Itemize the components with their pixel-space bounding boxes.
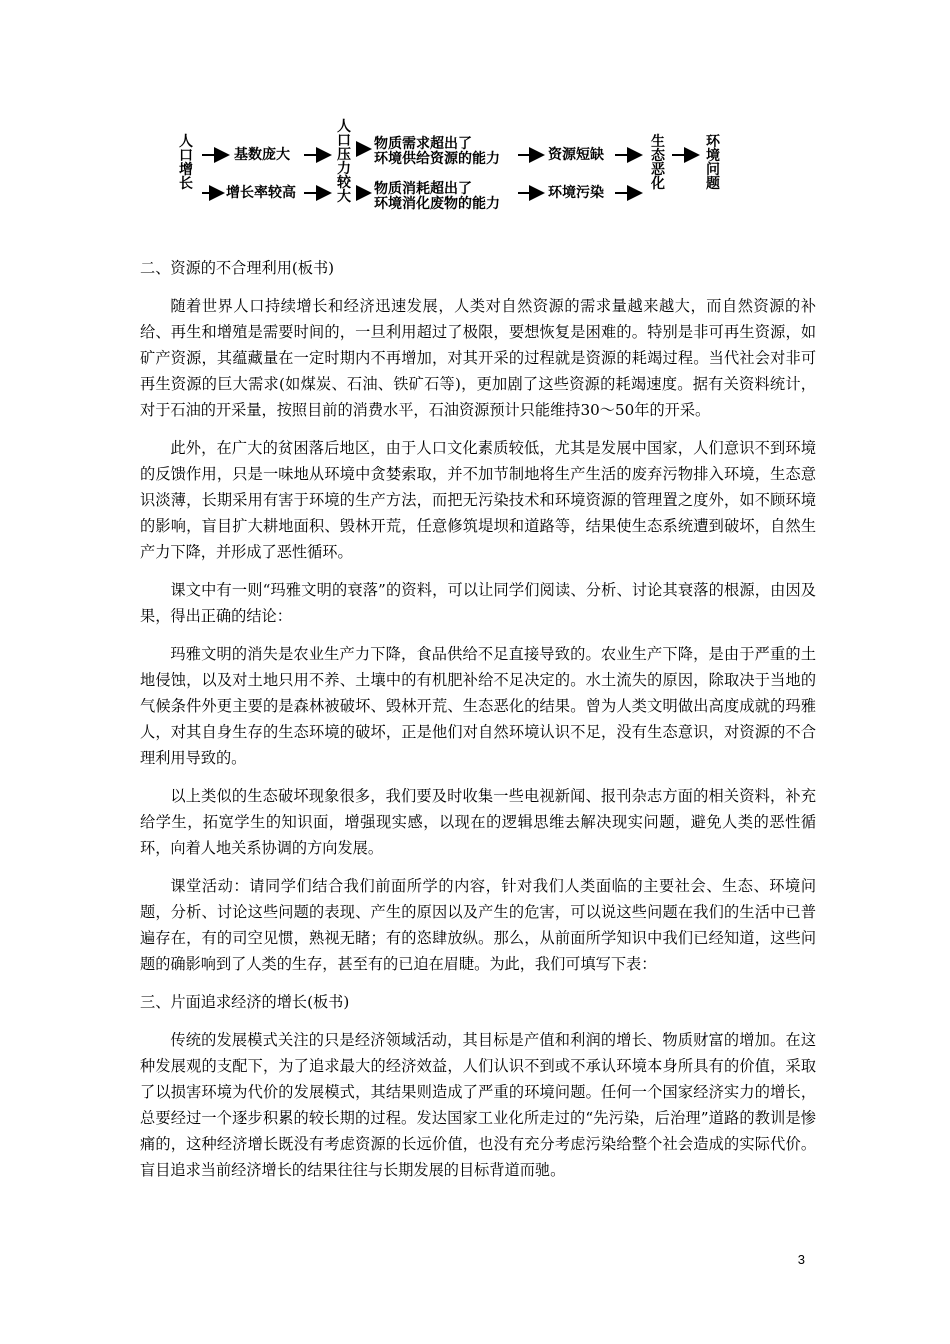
demand-line-2: 环境供给资源的能力 xyxy=(374,151,500,167)
paragraph: 玛雅文明的消失是农业生产力下降，食品供给不足直接导致的。农业生产下降，是由于严重的土地侵蚀，以及对土地只用不养、土壤中的有机肥补给不足决定的。水土流失的原因，除取决于当地的气候条件外更主要的是森林被破坏、毁林开荒、生态恶化的结果。曾为人类文明做出高度成就的玛雅人，对其自身生存的生态环境的破坏，正是他们对自然环境认识不足，没有生态意识，对资源的不合理利用导致的。 xyxy=(140,645,816,767)
document-body xyxy=(140,255,816,1195)
paragraph: 随着世界人口持续增长和经济迅速发展，人类对自然资源的需求量越来越大，而自然资源的补给、再生和增殖是需要时间的，一旦利用超过了极限，要想恢复是困难的。特别是非可再生资源，如矿产资源，其蕴藏量在一定时期内不再增加，对其开采的过程就是资源的耗竭过程。当代社会对非可再生资源的巨大需求(如煤炭、石油、铁矿石等)，更加剧了这些资源的耗竭速度。据有关资料统计，对于石油的开采量，按照目前的消费水平，石油资源预计只能维持30～50年的开采。 xyxy=(140,297,816,419)
paragraph: 传统的发展模式关注的只是经济领域活动，其目标是产值和利润的增长、物质财富的增加。在这种发展观的支配下，为了追求最大的经济效益，人们认识不到或不承认环境本身所具有的价值，采取了以损害环境为代价的发展模式，其结果则造成了严重的环境问题。任何一个国家经济实力的增长，总要经过一个逐步积累的较长期的过程。发达国家工业化所走过的“先污染，后治理”道路的教训是惨痛的，这种经济增长既没有考虑资源的长远价值，也没有充分考虑污染给整个社会造成的实际代价。盲目追求当前经济增长的结果往往与长期发展的目标背道而驰。 xyxy=(140,1031,816,1179)
cause-flow-diagram xyxy=(168,110,728,210)
consumption-line-1: 物质消耗超出了 xyxy=(374,181,472,197)
population-pressure-node: 人口压力较大 xyxy=(337,119,351,205)
large-base-node: 基数庞大 xyxy=(234,147,290,163)
paragraph: 以上类似的生态破坏现象很多，我们要及时收集一些电视新闻、报刊杂志方面的相关资料，补充给学生，拓宽学生的知识面，增强现实感，以现在的逻辑思维去解决现实问题，避免人类的恶性循环，向着人地关系协调的方向发展。 xyxy=(140,787,816,857)
ecological-deterioration-node: 生态恶化 xyxy=(651,134,665,192)
page-number: 3 xyxy=(797,1252,805,1267)
section-heading: 三、片面追求经济的增长(板书) xyxy=(140,993,350,1011)
high-growth-rate-node: 增长率较高 xyxy=(226,185,296,201)
environmental-pollution-node: 环境污染 xyxy=(548,185,604,201)
paragraph: 课堂活动：请同学们结合我们前面所学的内容，针对我们人类面临的主要社会、生态、环境问题，分析、讨论这些问题的表现、产生的原因以及产生的危害，可以说这些问题在我们的生活中已普遍存在，有的司空见惯，熟视无睹；有的恣肆放纵。那么，从前面所学知识中我们已经知道，这些问题的确影响到了人类的生存，甚至有的已迫在眉睫。为此，我们可填写下表： xyxy=(140,877,816,973)
consumption-exceeds-capacity-node xyxy=(374,182,500,212)
environmental-problems-node: 环境问题 xyxy=(706,134,720,192)
paragraph: 课文中有一则“玛雅文明的衰落”的资料，可以让同学们阅读、分析、讨论其衰落的根源，由因及果，得出正确的结论： xyxy=(140,581,816,625)
paragraph: 此外，在广大的贫困落后地区，由于人口文化素质较低，尤其是发展中国家，人们意识不到环境的反馈作用，只是一味地从环境中贪婪索取，并不加节制地将生产生活的废弃污物排入环境，生态意识淡薄，长期采用有害于环境的生产方法，而把无污染技术和环境资源的管理置之度外，如不顾环境的影响，盲目扩大耕地面积、毁林开荒，任意修筑堤坝和道路等，结果使生态系统遭到破坏，自然生产力下降，并形成了恶性循环。 xyxy=(140,439,816,561)
section-heading: 二、资源的不合理利用(板书) xyxy=(140,259,335,277)
population-growth-node: 人口增长 xyxy=(179,134,193,192)
demand-line-1: 物质需求超出了 xyxy=(374,136,472,152)
demand-exceeds-supply-node xyxy=(374,137,500,167)
resource-shortage-node: 资源短缺 xyxy=(548,147,604,163)
consumption-line-2: 环境消化废物的能力 xyxy=(374,196,500,212)
